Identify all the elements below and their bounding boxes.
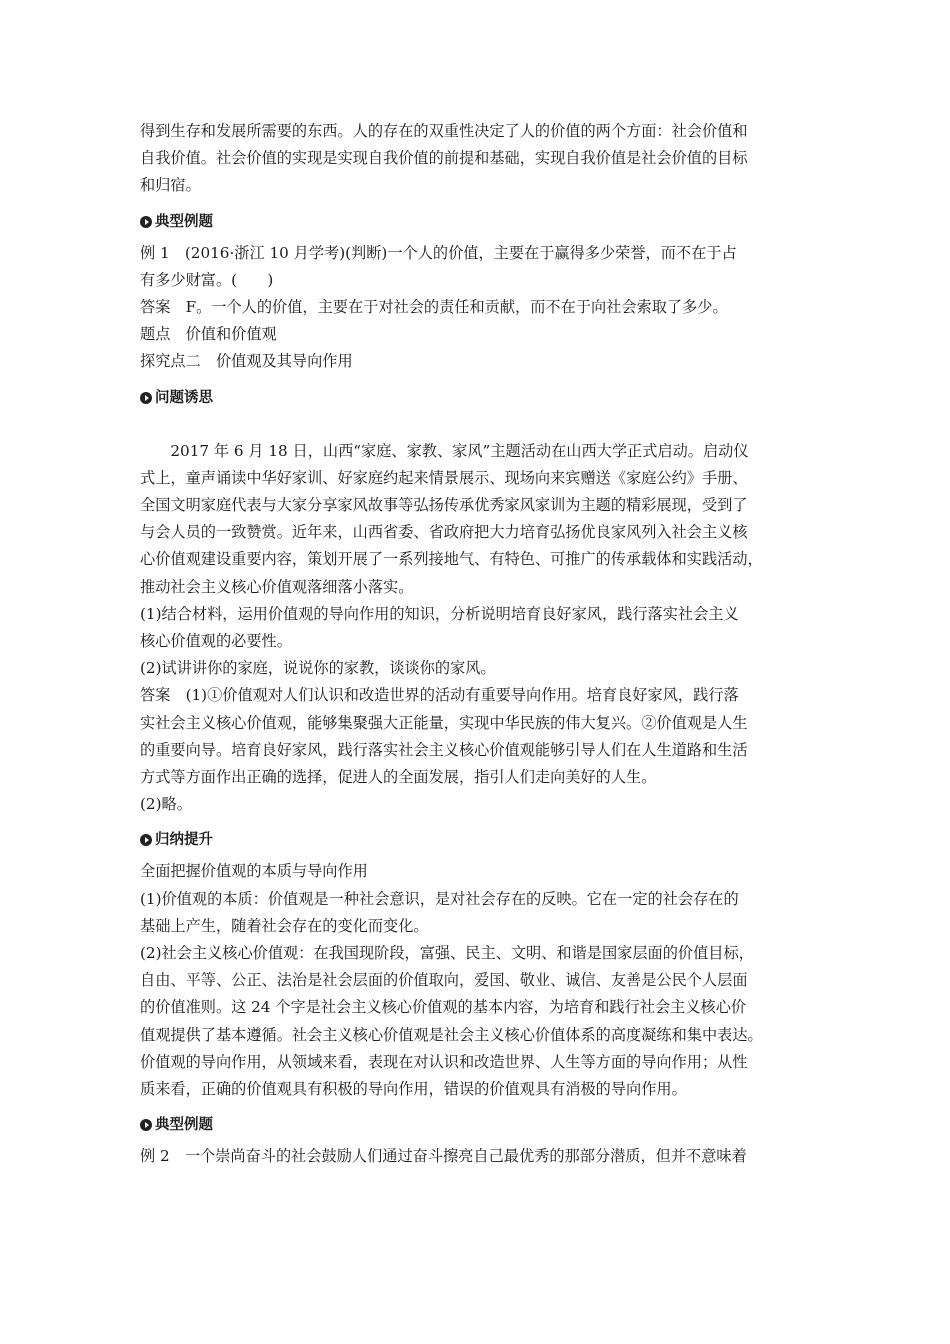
section-heading-label: 典型例题: [155, 1117, 213, 1134]
play-circle-icon: [140, 216, 152, 228]
subsection-title: 探究点二 价值观及其导向作用: [140, 352, 353, 371]
text-line: 和归宿。: [140, 176, 201, 195]
text-line: (2)社会主义核心价值观：在我国现阶段，富强、民主、文明、和谐是国家层面的价值目标，: [140, 944, 754, 963]
material-paragraph: [140, 438, 825, 601]
play-circle-icon: [140, 392, 152, 404]
section-heading-example-1: [140, 212, 825, 232]
text-line: 的价值准则。这 24 个字是社会主义核心价值观的基本内容，为培育和践行社会主义核心价: [140, 998, 747, 1017]
text-line: (2)略。: [140, 795, 192, 814]
summary-block: [140, 858, 825, 1103]
text-line: (2)试讲讲你的家庭，说说你的家教，谈谈你的家风。: [140, 659, 496, 678]
text-line: 例 1 (2016·浙江 10 月学考)(判断)一个人的价值，主要在于赢得多少荣誉，而不在于占: [140, 243, 737, 262]
section-heading-label: 典型例题: [155, 213, 213, 230]
text-line: 自我价值。社会价值的实现是实现自我价值的前提和基础，实现自我价值是社会价值的目标: [140, 149, 748, 168]
text-line: 与会人员的一致赞赏。近年来，山西省委、省政府把大力培育弘扬优良家风列入社会主义核: [140, 523, 748, 542]
section-heading-question: [140, 388, 825, 408]
section-heading-summary: [140, 830, 825, 850]
text-line: 质来看，正确的价值观具有积极的导向作用，错误的价值观具有消极的导向作用。: [140, 1080, 687, 1099]
section-heading-label: 归纳提升: [155, 832, 213, 849]
text-line: 价值观的导向作用，从领域来看，表现在对认识和改造世界、人生等方面的导向作用；从性: [140, 1052, 748, 1071]
text-line: 式上，童声诵读中华好家训、好家庭约起来情景展示、现场向来宾赠送《家庭公约》手册、: [140, 468, 748, 487]
question-answer-block: [140, 601, 825, 819]
play-circle-icon: [140, 1119, 152, 1131]
document-page: [140, 118, 825, 1171]
text-line: 2017 年 6 月 18 日，山西“家庭、家教、家风”主题活动在山西大学正式启动。启动仪: [170, 441, 749, 460]
text-line: (1)结合材料，运用价值观的导向作用的知识，分析说明培育良好家风，践行落实社会主义: [140, 604, 739, 623]
play-circle-icon: [140, 834, 152, 846]
intro-paragraph: [140, 118, 825, 200]
text-line: 推动社会主义核心价值观落细落小落实。: [140, 577, 414, 596]
section-heading-example-2: [140, 1115, 825, 1135]
example-2-block: [140, 1143, 825, 1170]
text-line: 全国文明家庭代表与大家分享家风故事等弘扬传承优秀家风家训为主题的精彩展现，受到了: [140, 496, 748, 515]
text-line: 基础上产生，随着社会存在的变化而变化。: [140, 916, 429, 935]
text-line: 例 2 一个崇尚奋斗的社会鼓励人们通过奋斗擦亮自己最优秀的那部分潜质，但并不意味着: [140, 1147, 747, 1166]
text-line: 实社会主义核心价值观，能够集聚强大正能量，实现中华民族的伟大复兴。②价值观是人生: [140, 713, 748, 732]
text-line: 全面把握价值观的本质与导向作用: [140, 862, 368, 881]
text-line: 有多少财富。( ): [140, 270, 274, 289]
answer-line: 答案 (1)①价值观对人们认识和改造世界的活动有重要导向作用。培育良好家风，践行落: [140, 686, 739, 705]
text-line: 方式等方面作出正确的选择，促进人的全面发展，指引人们走向美好的人生。: [140, 768, 657, 787]
text-line: 得到生存和发展所需要的东西。人的存在的双重性决定了人的价值的两个方面：社会价值和: [140, 122, 748, 140]
text-line: 自由、平等、公正、法治是社会层面的价值取向，爱国、敬业、诚信、友善是公民个人层面: [140, 971, 748, 990]
text-line: 核心价值观的必要性。: [140, 632, 292, 651]
text-line: 值观提供了基本遵循。社会主义核心价值观是社会主义核心价值体系的高度凝练和集中表达。: [140, 1025, 763, 1044]
section-heading-label: 问题诱思: [155, 389, 213, 406]
text-line: 心价值观建设重要内容，策划开展了一系列接地气、有特色、可推广的传承载体和实践活动，: [140, 550, 763, 569]
example-1-block: [140, 240, 825, 376]
answer-line: 答案 F。一个人的价值，主要在于对社会的责任和贡献，而不在于向社会索取了多少。: [140, 298, 728, 317]
text-line: (1)价值观的本质：价值观是一种社会意识，是对社会存在的反映。它在一定的社会存在的: [140, 889, 739, 908]
text-line: 的重要向导。培育良好家风，践行落实社会主义核心价值观能够引导人们在人生道路和生活: [140, 740, 748, 759]
topic-line: 题点 价值和价值观: [140, 325, 277, 344]
